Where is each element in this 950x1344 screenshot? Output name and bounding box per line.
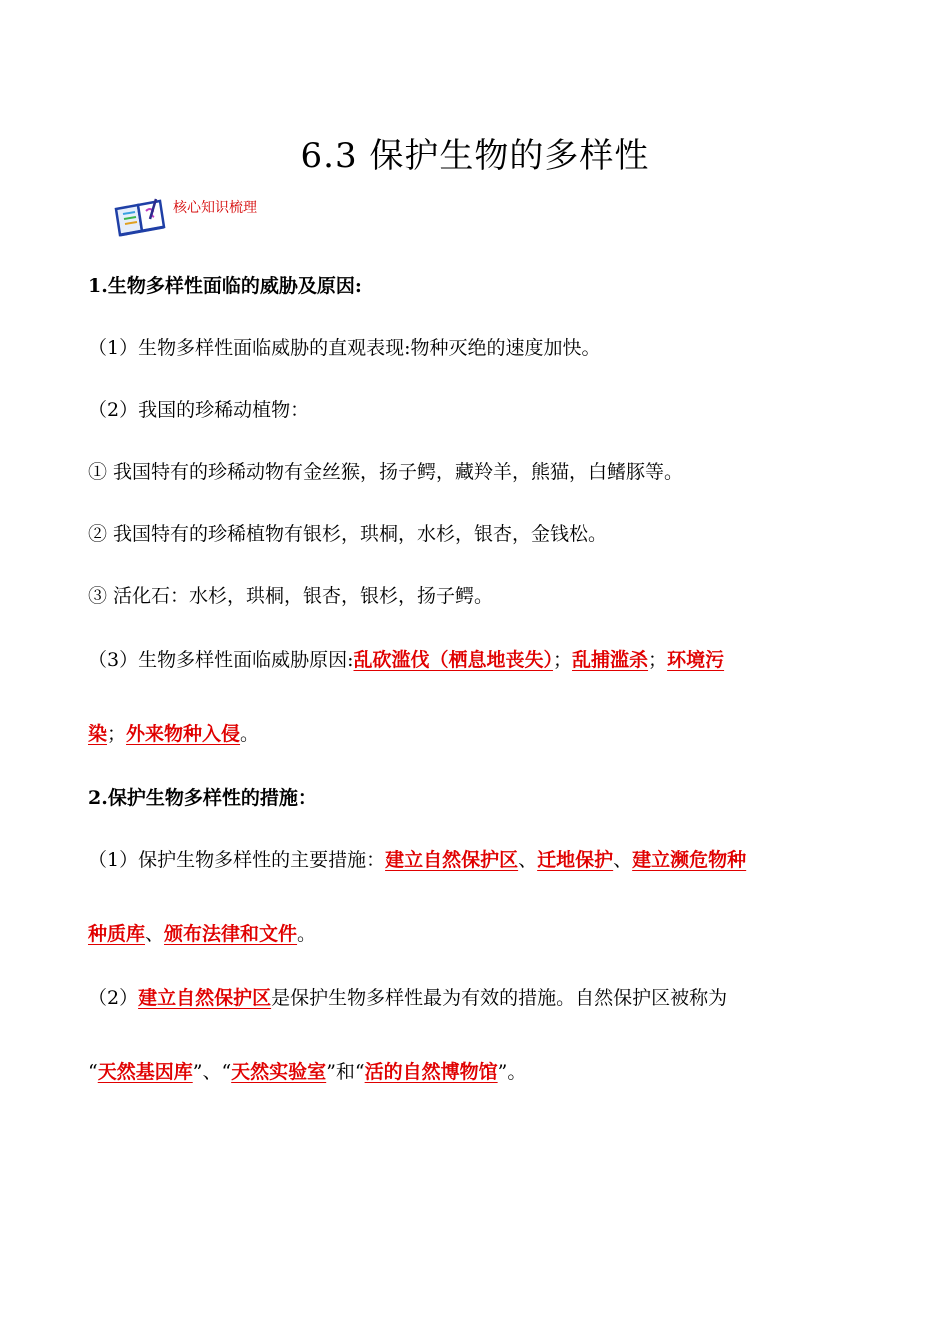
key-term: 环境污 bbox=[667, 649, 725, 671]
s1-item-1: （1）生物多样性面临威胁的直观表现:物种灭绝的速度加快。 bbox=[88, 337, 601, 359]
s1-item-3-line-1 bbox=[88, 645, 724, 672]
section-1-heading: 1.生物多样性面临的威胁及原因: bbox=[88, 275, 362, 297]
s2-item-1-line-1 bbox=[88, 845, 746, 872]
page-title: 6.3 保护生物的多样性 bbox=[300, 136, 650, 176]
key-term: 种质库 bbox=[88, 923, 146, 945]
s1-sub-1: ① 我国特有的珍稀动物有金丝猴，扬子鳄，藏羚羊，熊猫，白鳍豚等。 bbox=[88, 461, 684, 483]
key-term: 乱砍滥伐（栖息地丧失） bbox=[353, 649, 554, 671]
notebook-icon bbox=[112, 193, 168, 239]
s2-item-2-line-1 bbox=[88, 983, 727, 1010]
key-term: 活的自然博物馆 bbox=[364, 1061, 498, 1083]
s2-item-2-line-2 bbox=[88, 1057, 526, 1084]
separator: ； bbox=[107, 723, 127, 745]
s1-item-3-prefix: （3）生物多样性面临威胁原因: bbox=[88, 649, 354, 671]
quote: ”和“ bbox=[326, 1061, 365, 1083]
s1-sub-3: ③ 活化石：水杉，珙桐，银杏，银杉，扬子鳄。 bbox=[88, 585, 494, 607]
s2-item-1-prefix: （1）保护生物多样性的主要措施： bbox=[88, 849, 386, 871]
key-term: 天然实验室 bbox=[231, 1061, 327, 1083]
key-term: 建立濒危物种 bbox=[632, 849, 747, 871]
key-term: 外来物种入侵 bbox=[126, 723, 241, 745]
key-term: 染 bbox=[88, 723, 108, 745]
key-term: 迁地保护 bbox=[537, 849, 614, 871]
quote: ”、“ bbox=[192, 1061, 232, 1083]
s2-item-2-text: 是保护生物多样性最为有效的措施。自然保护区被称为 bbox=[271, 987, 728, 1009]
key-term: 建立自然保护区 bbox=[138, 987, 272, 1009]
key-term: 颁布法律和文件 bbox=[164, 923, 298, 945]
period: 。 bbox=[297, 923, 317, 945]
s1-item-3-line-2 bbox=[88, 719, 259, 746]
quote: ”。 bbox=[497, 1061, 527, 1083]
s1-item-2: （2）我国的珍稀动植物： bbox=[88, 399, 310, 421]
quote: “ bbox=[88, 1061, 98, 1083]
s1-sub-2: ② 我国特有的珍稀植物有银杉，珙桐，水杉，银杏，金钱松。 bbox=[88, 523, 608, 545]
period: 。 bbox=[240, 723, 260, 745]
s2-item-1-line-2 bbox=[88, 919, 316, 946]
section-badge-label: 核心知识梳理 bbox=[173, 200, 257, 216]
key-term: 天然基因库 bbox=[97, 1061, 193, 1083]
separator: 、 bbox=[145, 923, 165, 945]
key-term: 乱捕滥杀 bbox=[572, 649, 649, 671]
section-2-heading: 2.保护生物多样性的措施： bbox=[88, 787, 317, 809]
separator: ； bbox=[553, 649, 573, 671]
s2-item-2-prefix: （2） bbox=[88, 987, 139, 1009]
key-term: 建立自然保护区 bbox=[385, 849, 519, 871]
separator: ； bbox=[648, 649, 668, 671]
separator: 、 bbox=[518, 849, 538, 871]
separator: 、 bbox=[613, 849, 633, 871]
